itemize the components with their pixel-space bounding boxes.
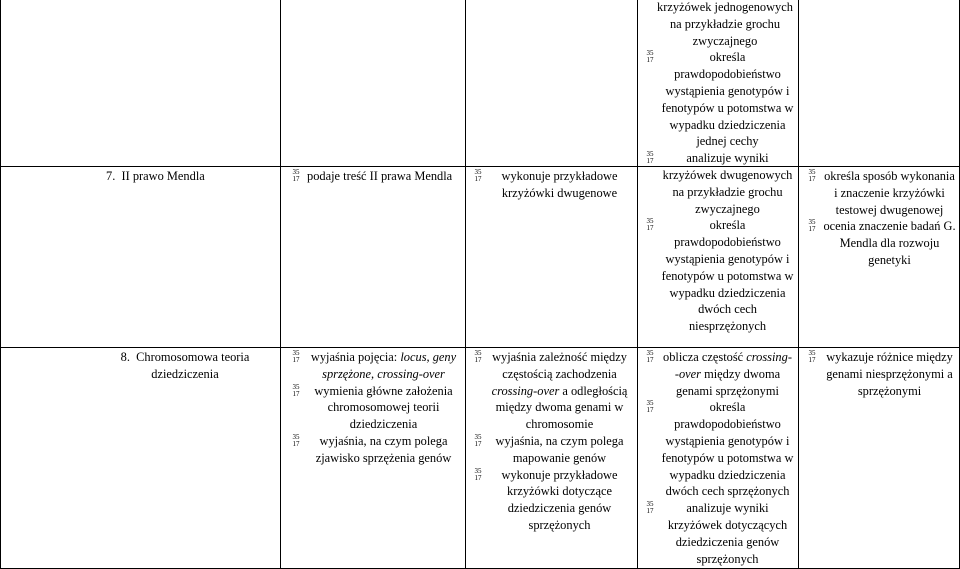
requirement-item: 35 17 wykazuje różnice między genami niesprzężonymi a sprzężonymi xyxy=(804,349,956,399)
column-divider xyxy=(465,0,466,569)
requirement-item: 35 17 określa sposób wykonania i znaczenie krzyżówki testowej dwugenowej xyxy=(804,168,956,218)
level-marker: 35 17 xyxy=(474,168,482,183)
requirement-item: 35 17 wyjaśnia, na czym polega mapowanie genów xyxy=(470,433,630,467)
requirement-item: 35 17 wyjaśnia zależność między częstością zachodzenia crossing-over a odległością między dwoma genami w chromosomie xyxy=(470,349,630,433)
requirement-item: 35 17 określa prawdopodobieństwo wystąpienia genotypów i fenotypów u potomstwa w wypadku dziedziczenia dwóch cech sprzężonych xyxy=(642,399,794,500)
row-8-advanced xyxy=(804,349,956,399)
level-marker: 35 17 xyxy=(808,218,816,234)
row-8-basic-1 xyxy=(288,349,460,467)
requirement-item: 35 17 podaje treść II prawa Mendla xyxy=(288,168,460,185)
row-8-extended xyxy=(642,349,794,567)
level-marker: 35 17 xyxy=(646,217,654,233)
requirement-item: 35 17 analizuje wyniki krzyżówek dotyczących dziedziczenia genów sprzężonych xyxy=(642,500,794,567)
level-marker: 35 17 xyxy=(646,150,654,166)
row-divider xyxy=(0,166,960,167)
level-marker: 35 17 xyxy=(474,432,482,448)
level-marker: 35 17 xyxy=(292,168,300,183)
row-8-heading xyxy=(100,349,270,383)
requirement-item: 35 17 określa prawdopodobieństwo wystąpienia genotypów i fenotypów u potomstwa w wypadku dziedziczenia jednej cechy xyxy=(642,49,794,150)
row-7-advanced xyxy=(804,168,956,269)
level-marker: 35 17 xyxy=(646,49,654,65)
level-marker: 35 17 xyxy=(292,349,300,364)
row-7-basic-2 xyxy=(470,168,630,202)
row-7-basic-1 xyxy=(288,168,460,185)
row-topic: II prawo Mendla xyxy=(121,169,205,183)
level-marker: 35 17 xyxy=(646,500,654,516)
level-marker: 35 17 xyxy=(646,399,654,415)
level-marker: 35 17 xyxy=(808,349,816,364)
requirement-item: 35 17 ocenia znaczenie badań G. Mendla dla rozwoju genetyki xyxy=(804,218,956,268)
requirement-item: 35 17 oblicza częstość crossing--over między dwoma genami sprzężonymi xyxy=(642,349,794,399)
column-divider xyxy=(280,0,281,569)
level-marker: 35 17 xyxy=(292,382,300,398)
row-7-extended xyxy=(642,0,794,335)
column-divider xyxy=(798,0,799,569)
row-number: 7. xyxy=(106,169,116,183)
row-topic: Chromosomowa teoria dziedziczenia xyxy=(136,350,250,381)
requirement-item: 35 17 wykonuje przykładowe krzyżówki dwugenowe xyxy=(470,168,630,202)
level-marker: 35 17 xyxy=(646,349,654,364)
row-number: 8. xyxy=(120,350,130,364)
requirement-item: 35 17 wykonuje przykładowe krzyżówki dotyczące dziedziczenia genów sprzężonych xyxy=(470,467,630,534)
row-7-heading xyxy=(106,168,205,185)
requirement-item: 35 17 analizuje wyniki krzyżówek dwugenowych na przykładzie grochu zwyczajnego xyxy=(642,150,794,217)
row-8-basic-2 xyxy=(470,349,630,534)
requirement-item: 35 17 określa prawdopodobieństwo wystąpienia genotypów i fenotypów u potomstwa w wypadku dziedziczenia dwóch cech niesprzężonych xyxy=(642,217,794,335)
row-divider xyxy=(0,347,960,348)
level-marker: 35 17 xyxy=(474,349,482,364)
requirement-item: 35 17 wyjaśnia, na czym polega zjawisko sprzężenia genów xyxy=(288,433,460,467)
level-marker: 35 17 xyxy=(808,168,816,183)
column-divider xyxy=(637,0,638,569)
requirement-item-continued: krzyżówek jednogenowych na przykładzie grochu zwyczajnego xyxy=(657,0,793,48)
requirement-item: 35 17 wymienia główne założenia chromosomowej teorii dziedziczenia xyxy=(288,383,460,433)
level-marker: 35 17 xyxy=(292,432,300,448)
requirement-item: 35 17 wyjaśnia pojęcia: locus, geny sprzężone, crossing-over xyxy=(288,349,460,383)
level-marker: 35 17 xyxy=(474,466,482,482)
table-border-left xyxy=(0,0,1,569)
